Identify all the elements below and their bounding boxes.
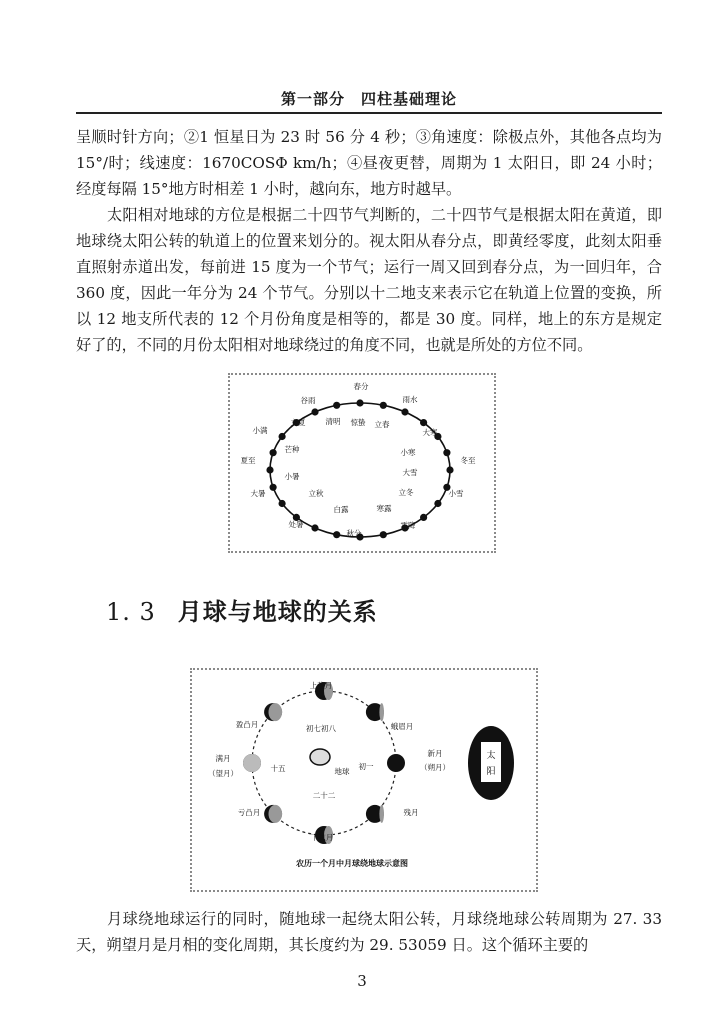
term-label: 小满 [252,426,268,435]
orbit-dot [356,399,363,406]
phase-label: 残月 [403,808,419,817]
term-label: 夏至 [240,456,256,465]
orbit-dot [333,531,340,538]
moon-phase [387,754,405,772]
orbit-dot [333,402,340,409]
orbit-dot [446,466,453,473]
phase-label: 蛾眉月 [390,722,414,731]
figure-caption: 农历一个月中月球绕地球示意图 [296,859,408,868]
moon-phase [264,805,282,823]
phase-label: 初一 [358,762,374,771]
phase-label: 满月 [215,754,231,763]
term-label: 立夏 [290,418,306,427]
section-number: 1. 3 [106,598,156,626]
term-label: 清明 [325,417,341,426]
term-label: 小暑 [284,472,300,481]
term-label: 白露 [333,505,349,514]
running-header: 第一部分 四柱基础理论 [280,90,457,108]
orbit-dot [311,524,318,531]
orbit-dot [311,408,318,415]
header-rule [76,112,662,114]
term-label: 立春 [374,420,390,429]
sun-label: 太 [486,751,496,761]
phase-label: 上弦月 [309,681,333,690]
orbit-dot [420,419,427,426]
orbit-dot [434,500,441,507]
moon-phase [243,754,261,772]
term-label: 霜降 [400,521,416,530]
term-label: 惊蛰 [350,418,366,427]
term-label: 冬至 [460,456,476,465]
term-label: 春分 [353,382,369,391]
earth-label: 地球 [334,767,350,776]
orbit-dot [270,449,277,456]
phase-label: （朔月） [420,763,450,772]
phase-label: （望月） [208,769,238,778]
term-label: 立秋 [308,489,324,498]
section-heading [106,592,378,627]
orbit-dot [420,514,427,521]
orbit-dot [279,500,286,507]
solar-terms-diagram [230,375,494,551]
moon-phase [366,805,384,823]
phase-label: 初七初八 [306,724,336,733]
term-label: 秋分 [346,529,362,538]
orbit-dot [380,402,387,409]
term-label: 大暑 [250,489,266,498]
moon-orbit-diagram [192,670,536,890]
term-label: 谷雨 [300,396,316,405]
phase-label: 二十二 [312,791,336,800]
orbit-dot [270,484,277,491]
phase-label: 下弦月 [310,833,334,842]
orbit-dot [401,408,408,415]
term-label: 处暑 [288,520,304,529]
orbit-dot [279,433,286,440]
solar-terms-figure [228,373,496,553]
moon-orbit-figure [190,668,538,892]
section-title: 月球与地球的关系 [177,598,378,626]
paragraph-solar-terms: 太阳相对地球的方位是根据二十四节气判断的，二十四节气是根据太阳在黄道，即地球绕太阳公转的轨道上的位置来划分的。视太阳从春分点，即黄经零度，此刻太阳垂直照射赤道出发，每前进 15 度为一个节气；运行一周又回到春分点，为一回归年，合 360 度，因此一年分为 24 个节气。分别以十二地支来表示它在轨道上位置的变换，所以 12 地支所代表的 12 个月份角度是相等的，都是 30 度。同样，地上的东方是规定好了的，不同的月份太阳相对地球绕过的角度不同，也就是所处的方位不同。 [76,206,662,354]
term-label: 雨水 [402,395,418,404]
earth-shape [310,749,330,765]
term-label: 小雪 [448,489,464,498]
phase-label: 十五 [270,764,286,773]
term-label: 立冬 [398,488,414,497]
term-label: 大雪 [402,468,418,477]
phase-label: 新月 [427,749,443,758]
term-label: 大寒 [422,428,438,437]
moon-phase [264,703,282,721]
sun-label: 阳 [486,767,496,777]
orbit-dot [380,531,387,538]
moon-phase [366,703,384,721]
phase-label: 亏凸月 [237,808,261,817]
phase-label: 盈凸月 [235,720,259,729]
term-label: 寒露 [376,504,392,513]
term-label: 小寒 [400,448,416,457]
orbit-dot [443,449,450,456]
term-label: 芒种 [284,445,300,454]
paragraph-earth-rotation: 呈顺时针方向；②1 恒星日为 23 时 56 分 4 秒；③角速度：除极点外，其他各点均为 15°/时；线速度：1670COSΦ km/h；④昼夜更替，周期为 1 太阳日，即 24 小时；经度每隔 15°地方时相差 1 小时，越向东，地方时越早。 [76,128,662,198]
paragraph-moon-orbit: 月球绕地球运行的同时，随地球一起绕太阳公转，月球绕地球公转周期为 27. 33 天，朔望月是月相的变化周期，其长度约为 29. 53059 日。这个循环主要的 [76,910,662,954]
page-number: 3 [357,972,367,990]
orbit-dot [266,466,273,473]
